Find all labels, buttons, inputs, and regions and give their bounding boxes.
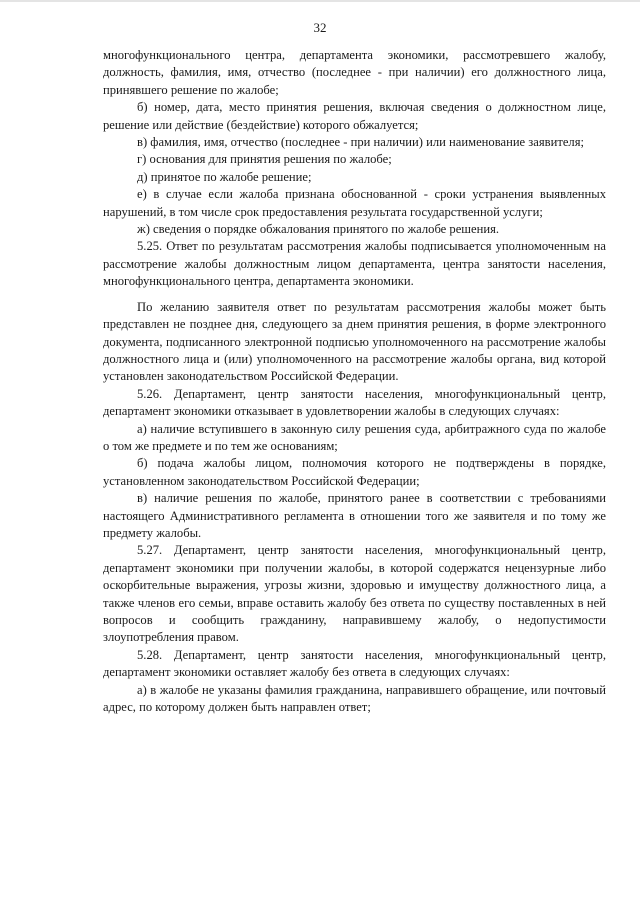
- paragraph: е) в случае если жалоба признана обоснованной - сроки устранения выявленных нарушений, в том числе срок предоставления результата государственной услуги;: [103, 187, 606, 219]
- scan-edge: [0, 0, 640, 2]
- paragraph: а) в жалобе не указаны фамилия гражданина, направившего обращение, или почтовый адрес, по которому должен быть направлен ответ;: [103, 682, 606, 715]
- paragraph: д) принятое по жалобе решение;: [137, 169, 312, 184]
- paragraph: 5.25. Ответ по результатам рассмотрения жалобы подписывается уполномоченным на рассмотрение жалобы должностным лицом департамента, центра занятости населения, многофункционального центра, департамента экономики.: [103, 239, 606, 289]
- paragraph: 5.26. Департамент, центр занятости населения, многофункциональный центр, департамент экономики отказывает в удовлетворении жалобы в следующих случаях:: [103, 386, 606, 419]
- paragraph: 5.28. Департамент, центр занятости населения, многофункциональный центр, департамент экономики оставляет жалобу без ответа в следующих случаях:: [103, 647, 606, 680]
- paragraph: в) наличие решения по жалобе, принятого ранее в соответствии с требованиями настоящего Административного регламента в отношении того же заявителя и по тому же предмету жалобы.: [103, 491, 606, 540]
- paragraph: По желанию заявителя ответ по результатам рассмотрения жалобы может быть представлен не позднее дня, следующего за днем принятия решения, в форме электронного документа, подписанного электронной подписью уполномоченного на рассмотрение жалобы должностного лица и (или) уполномоченного на рассмотрение жалобы органа, вид которой установлен законодательством Российской Федерации.: [103, 299, 606, 384]
- paragraph: б) номер, дата, место принятия решения, включая сведения о должностном лице, решение или действие (бездействие) которого обжалуется;: [103, 100, 606, 132]
- paragraph: ж) сведения о порядке обжалования принятого по жалобе решения.: [137, 222, 500, 237]
- paragraph: а) наличие вступившего в законную силу решения суда, арбитражного суда по жалобе о том же предмете и по тем же основаниям;: [103, 421, 606, 453]
- paragraph: б) подача жалобы лицом, полномочия которого не подтверждены в порядке, установленном законодательством Российской Федерации;: [103, 456, 606, 488]
- paragraph: в) фамилия, имя, отчество (последнее - при наличии) или наименование заявителя;: [137, 135, 585, 150]
- paragraph: г) основания для принятия решения по жалобе;: [137, 152, 392, 167]
- paragraph: многофункционального центра, департамента экономики, рассмотревшего жалобу, должность, фамилия, имя, отчество (последнее - при наличии) его должностного лица, принявшего решение по жалобе;: [103, 48, 606, 97]
- document-body: [103, 47, 606, 716]
- paragraph: 5.27. Департамент, центр занятости населения, многофункциональный центр, департамент экономики при получении жалобы, в которой содержатся нецензурные либо оскорбительные выражения, угрозы жизни, здоровью и имуществу должностного лица, а также членов его семьи, вправе оставить жалобу без ответа по существу поставленных в ней вопросов и сообщить гражданину, направившему жалобу, о недопустимости злоупотребления правом.: [103, 543, 606, 645]
- page-number: 32: [313, 20, 327, 35]
